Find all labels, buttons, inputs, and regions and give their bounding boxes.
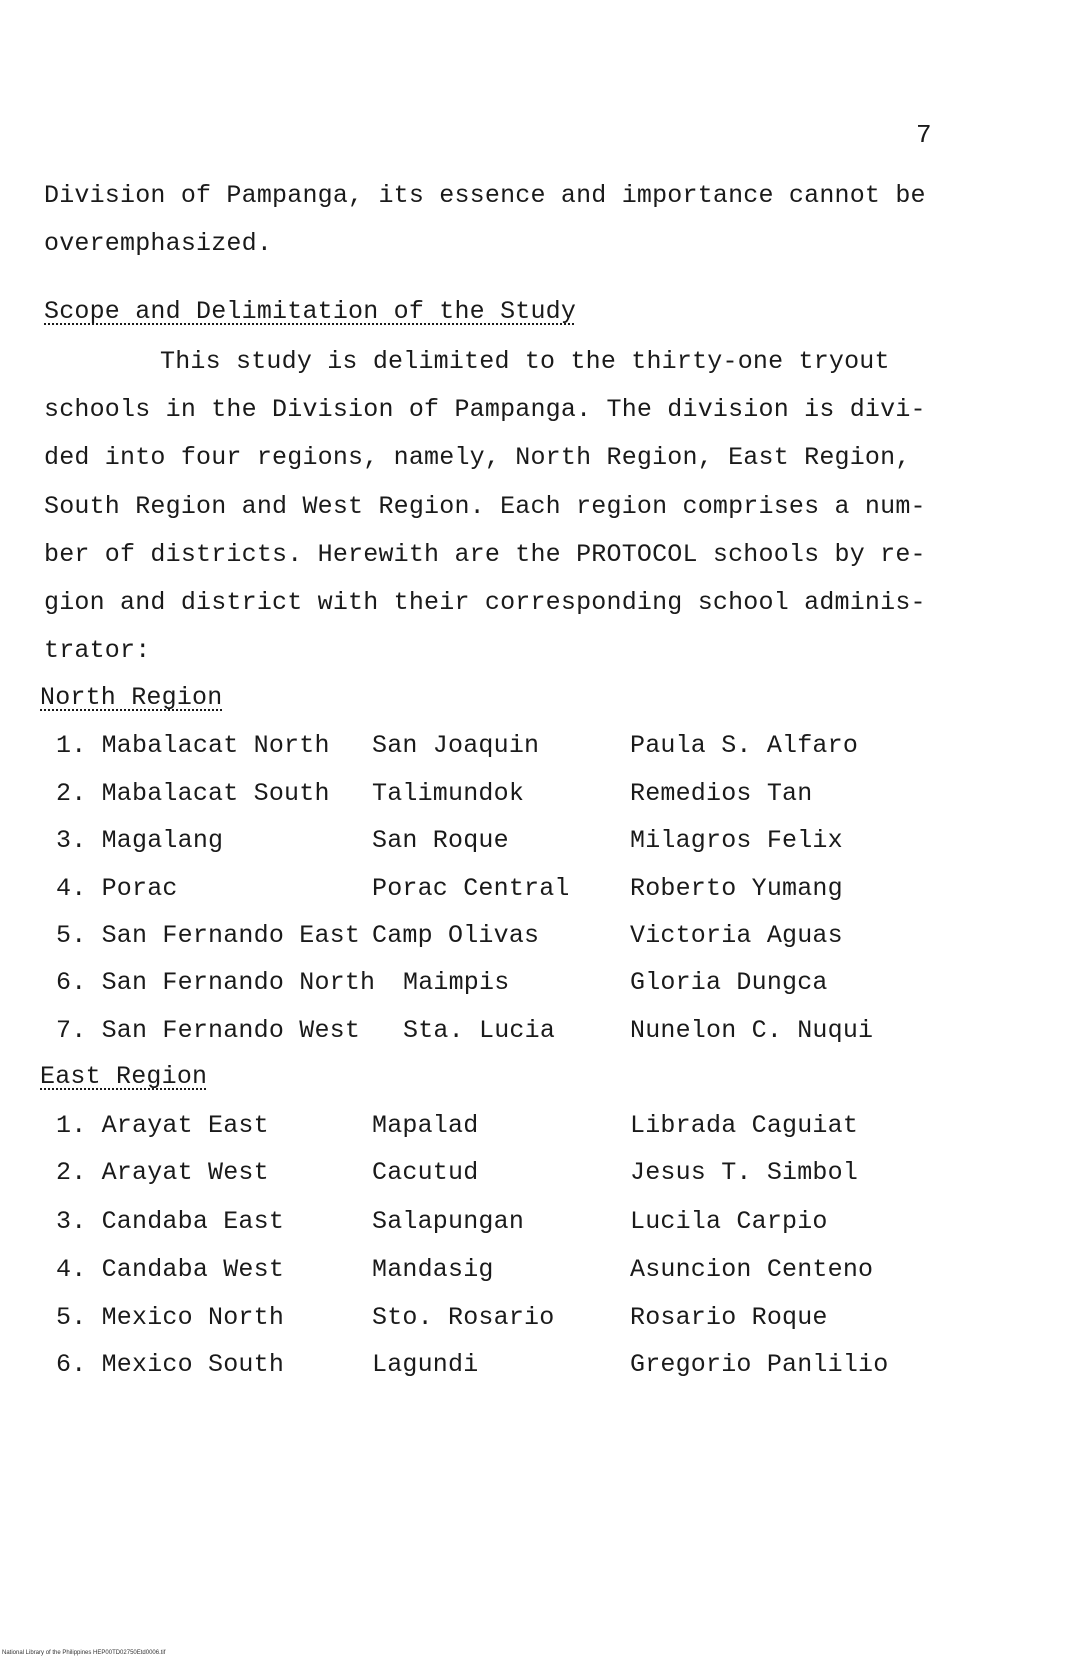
district-cell: 3. Candaba East [56, 1207, 285, 1236]
school-cell: Maimpis [403, 968, 510, 997]
district-cell: 7. San Fernando West [56, 1016, 361, 1045]
archive-footer: National Library of the Philippines HEP00TD02750Etd0006.tif [2, 1650, 166, 1656]
body-line: ded into four regions, namely, North Region, East Region, [44, 443, 911, 472]
admin-cell: Victoria Aguas [630, 921, 843, 950]
admin-cell: Lucila Carpio [630, 1207, 828, 1236]
admin-cell: Gregorio Panlilio [630, 1350, 889, 1379]
body-line: schools in the Division of Pampanga. The division is divi- [44, 395, 926, 424]
district-cell: 6. San Fernando North [56, 968, 376, 997]
admin-cell: Jesus T. Simbol [630, 1158, 859, 1187]
district-cell: 2. Mabalacat South [56, 779, 330, 808]
intro-line: overemphasized. [44, 229, 273, 258]
school-cell: Lagundi [372, 1350, 479, 1379]
admin-cell: Remedios Tan [630, 779, 813, 808]
admin-cell: Asuncion Centeno [630, 1255, 874, 1284]
admin-cell: Roberto Yumang [630, 874, 843, 903]
admin-cell: Milagros Felix [630, 826, 843, 855]
school-cell: Porac Central [372, 874, 570, 903]
body-line: ber of districts. Herewith are the PROTOCOL schools by re- [44, 540, 926, 569]
district-cell: 4. Candaba West [56, 1255, 285, 1284]
body-line: South Region and West Region. Each region comprises a num- [44, 492, 926, 521]
body-line: trator: [44, 636, 151, 665]
school-cell: Sta. Lucia [403, 1016, 556, 1045]
body-line: gion and district with their corresponding school adminis- [44, 588, 926, 617]
district-cell: 1. Mabalacat North [56, 731, 330, 760]
district-cell: 2. Arayat West [56, 1158, 269, 1187]
district-cell: 5. Mexico North [56, 1303, 285, 1332]
school-cell: Cacutud [372, 1158, 479, 1187]
district-cell: 5. San Fernando East [56, 921, 361, 950]
school-cell: Salapungan [372, 1207, 525, 1236]
admin-cell: Paula S. Alfaro [630, 731, 859, 760]
school-cell: Talimundok [372, 779, 525, 808]
school-cell: San Roque [372, 826, 509, 855]
admin-cell: Rosario Roque [630, 1303, 828, 1332]
school-cell: Camp Olivas [372, 921, 540, 950]
east-region-heading: East Region [40, 1062, 208, 1091]
district-cell: 3. Magalang [56, 826, 224, 855]
admin-cell: Librada Caguiat [630, 1111, 859, 1140]
school-cell: Mandasig [372, 1255, 494, 1284]
page-number: 7 [916, 120, 932, 150]
section-heading: Scope and Delimitation of the Study [44, 297, 577, 326]
district-cell: 4. Porac [56, 874, 178, 903]
district-cell: 6. Mexico South [56, 1350, 285, 1379]
admin-cell: Gloria Dungca [630, 968, 828, 997]
admin-cell: Nunelon C. Nuqui [630, 1016, 874, 1045]
district-cell: 1. Arayat East [56, 1111, 269, 1140]
intro-line: Division of Pampanga, its essence and importance cannot be [44, 181, 926, 210]
school-cell: Mapalad [372, 1111, 479, 1140]
school-cell: San Joaquin [372, 731, 540, 760]
north-region-heading: North Region [40, 683, 223, 712]
body-line: This study is delimited to the thirty-one tryout [160, 347, 890, 376]
school-cell: Sto. Rosario [372, 1303, 555, 1332]
